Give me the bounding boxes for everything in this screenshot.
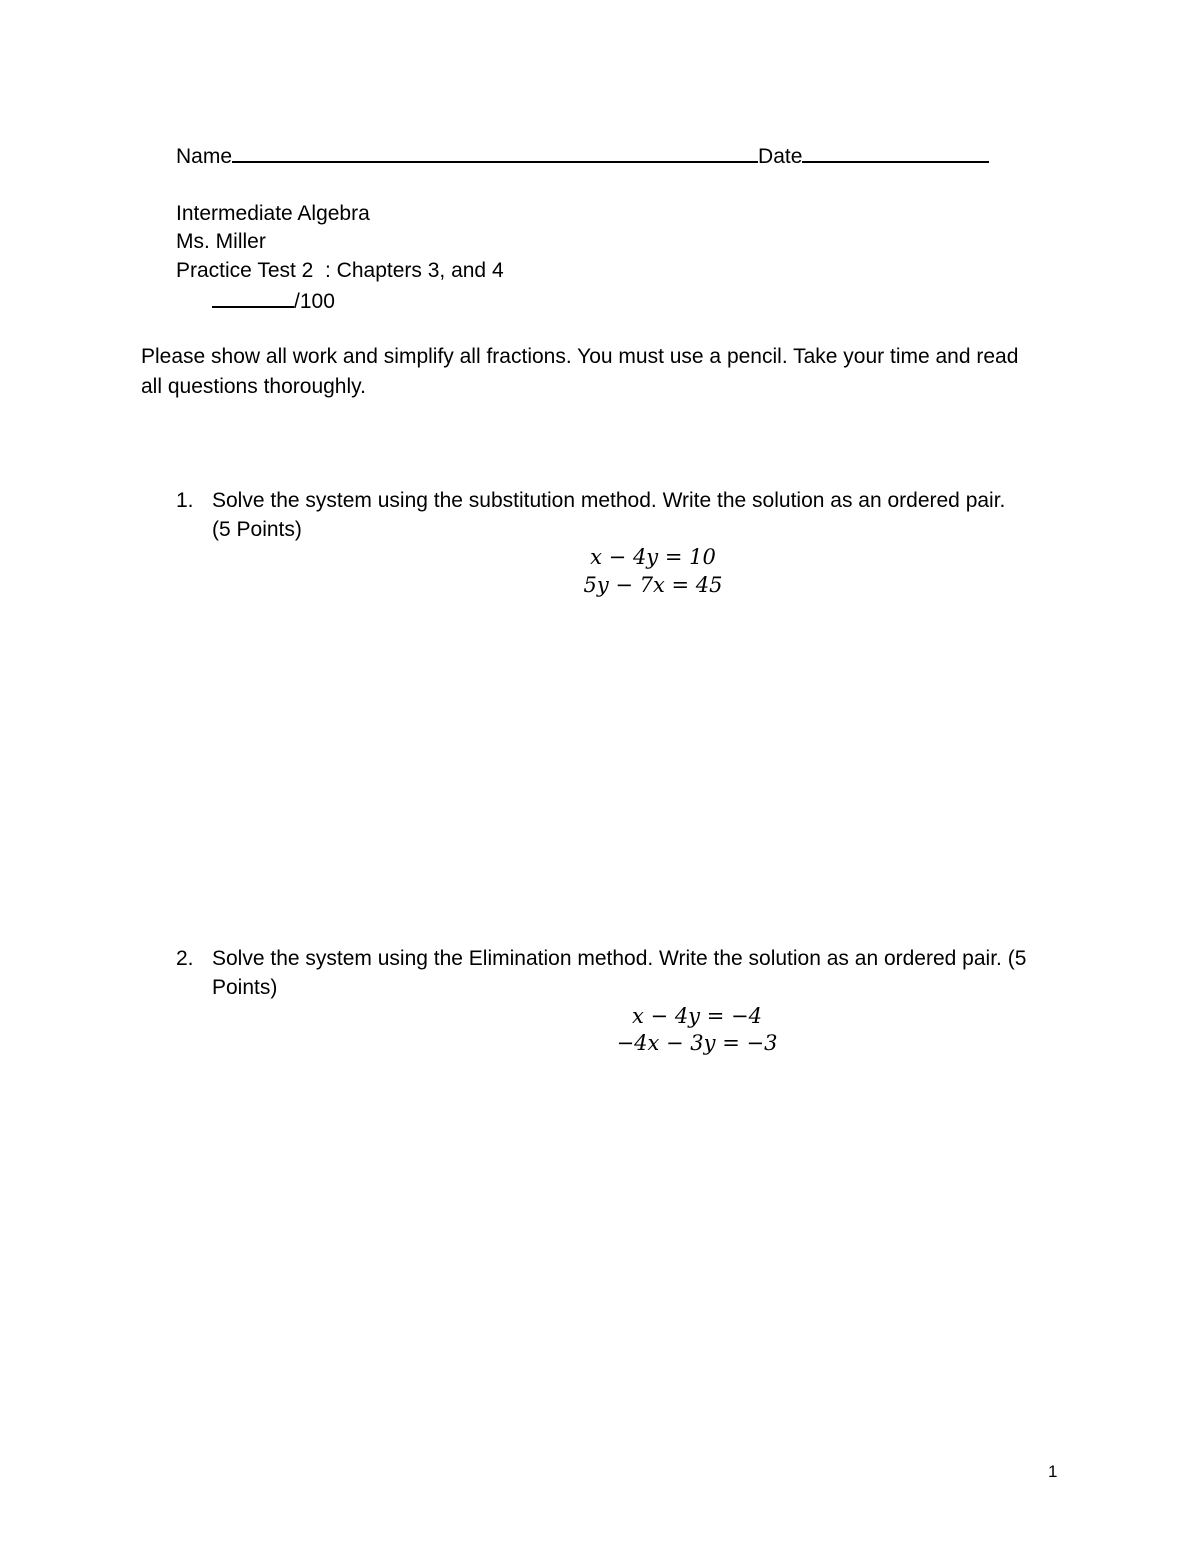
question-1-number: 1. xyxy=(176,489,194,512)
name-label: Name xyxy=(176,145,233,168)
score-total: /100 xyxy=(294,290,335,313)
question-2-equation-2: −4x − 3y = −3 xyxy=(616,1031,778,1055)
test-title: Practice Test 2 : Chapters 3, and 4 xyxy=(176,259,504,282)
course-name: Intermediate Algebra xyxy=(176,202,370,225)
question-2-prompt: Solve the system using the Elimination method. Write the solution as an ordered pair. (5 xyxy=(212,947,1027,970)
date-blank[interactable] xyxy=(802,143,989,163)
name-blank[interactable] xyxy=(232,143,758,163)
name-field[interactable] xyxy=(176,143,989,170)
question-1-equation-1: x − 4y = 10 xyxy=(590,545,716,569)
instructions-line-2: all questions thoroughly. xyxy=(141,375,366,398)
question-2-number: 2. xyxy=(176,947,194,970)
date-label: Date xyxy=(758,145,803,168)
score-blank[interactable] xyxy=(212,288,294,308)
page-number: 1 xyxy=(1048,1462,1058,1481)
question-2-equation-1: x − 4y = −4 xyxy=(632,1004,762,1028)
question-1-prompt: Solve the system using the substitution method. Write the solution as an ordered pair. xyxy=(212,489,1006,512)
teacher-name: Ms. Miller xyxy=(176,230,266,253)
question-1-equation-2: 5y − 7x = 45 xyxy=(583,573,723,597)
instructions-line-1: Please show all work and simplify all fractions. You must use a pencil. Take your time and read xyxy=(141,345,1019,368)
question-2-points: Points) xyxy=(212,976,278,999)
score-field[interactable] xyxy=(212,288,335,315)
question-1-points: (5 Points) xyxy=(212,518,302,541)
